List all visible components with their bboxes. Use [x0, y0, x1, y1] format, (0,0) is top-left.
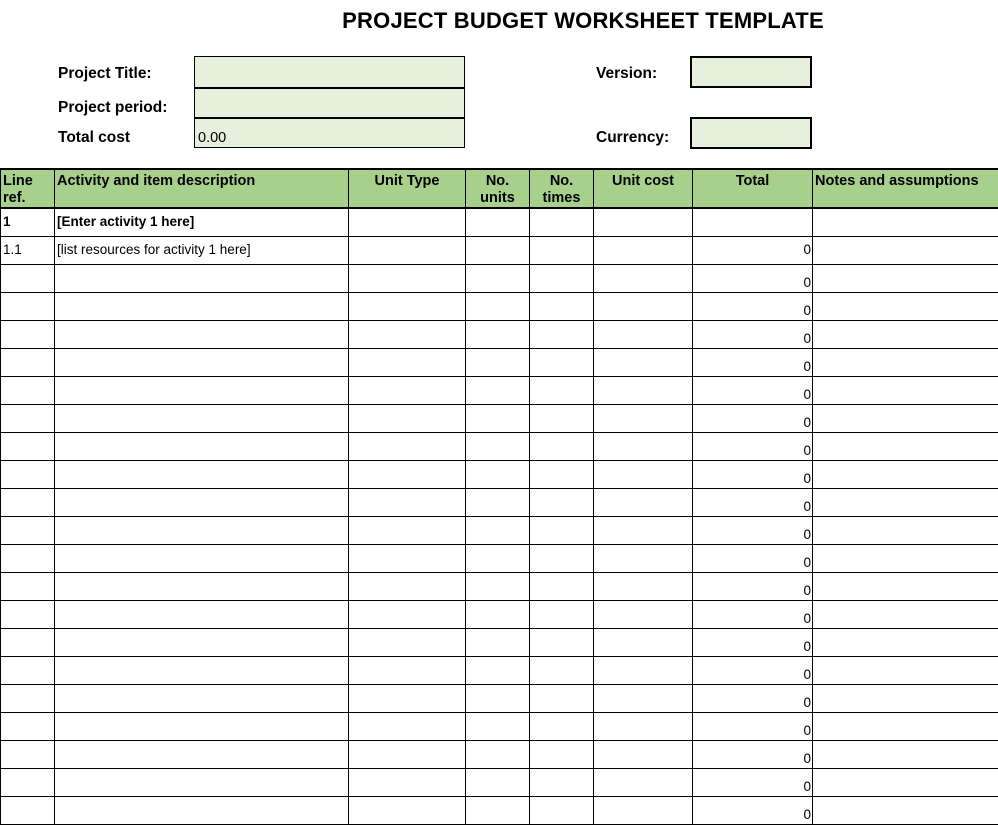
table-row [1, 600, 998, 628]
cell-unit-cost[interactable] [594, 376, 693, 404]
table-row [1, 684, 998, 712]
cell-unit-cost[interactable] [594, 768, 693, 796]
column-header-activity: Activity and item description [55, 169, 349, 208]
cell-no-units[interactable] [466, 628, 530, 656]
project-title-label: Project Title: [58, 64, 152, 84]
cell-no-units[interactable] [466, 208, 530, 236]
cell-no-times[interactable] [530, 404, 594, 432]
table-row [1, 796, 998, 824]
cell-unit-type[interactable] [349, 684, 466, 712]
version-field[interactable] [690, 56, 812, 88]
cell-description[interactable] [55, 712, 349, 740]
project-period-field[interactable] [194, 88, 465, 118]
cell-total[interactable]: 0 [693, 656, 813, 684]
cell-unit-type[interactable] [349, 572, 466, 600]
cell-description[interactable] [55, 740, 349, 768]
cell-notes[interactable] [813, 712, 998, 740]
cell-notes[interactable] [813, 740, 998, 768]
table-row [1, 264, 998, 292]
table-row [1, 348, 998, 376]
cell-notes[interactable] [813, 208, 998, 236]
cell-unit-type[interactable] [349, 348, 466, 376]
cell-description[interactable] [55, 432, 349, 460]
cell-notes[interactable] [813, 488, 998, 516]
table-row [1, 376, 998, 404]
version-label: Version: [596, 64, 657, 84]
cell-notes[interactable] [813, 292, 998, 320]
cell-total[interactable]: 0 [693, 740, 813, 768]
cell-unit-cost[interactable] [594, 208, 693, 236]
cell-line-ref[interactable] [1, 712, 55, 740]
cell-description[interactable] [55, 768, 349, 796]
cell-no-times[interactable] [530, 656, 594, 684]
cell-no-units[interactable] [466, 432, 530, 460]
cell-unit-cost[interactable] [594, 432, 693, 460]
cell-unit-type[interactable] [349, 740, 466, 768]
total-cost-label: Total cost [58, 128, 130, 148]
cell-unit-type[interactable] [349, 768, 466, 796]
cell-description[interactable] [55, 264, 349, 292]
cell-total[interactable]: 0 [693, 712, 813, 740]
cell-line-ref[interactable] [1, 404, 55, 432]
cell-no-times[interactable] [530, 348, 594, 376]
table-row [1, 572, 998, 600]
cell-unit-cost[interactable] [594, 712, 693, 740]
cell-unit-cost[interactable] [594, 348, 693, 376]
cell-unit-type[interactable] [349, 404, 466, 432]
cell-unit-type[interactable] [349, 796, 466, 824]
cell-unit-type[interactable] [349, 320, 466, 348]
cell-unit-cost[interactable] [594, 488, 693, 516]
cell-line-ref[interactable] [1, 320, 55, 348]
cell-unit-cost[interactable] [594, 320, 693, 348]
cell-no-times[interactable] [530, 488, 594, 516]
cell-description[interactable]: [list resources for activity 1 here] [55, 236, 349, 264]
cell-no-times[interactable] [530, 544, 594, 572]
cell-notes[interactable] [813, 600, 998, 628]
cell-unit-cost[interactable] [594, 264, 693, 292]
cell-no-times[interactable] [530, 712, 594, 740]
cell-no-times[interactable] [530, 208, 594, 236]
cell-notes[interactable] [813, 796, 998, 824]
cell-no-times[interactable] [530, 460, 594, 488]
cell-no-times[interactable] [530, 768, 594, 796]
cell-description[interactable] [55, 376, 349, 404]
cell-line-ref[interactable]: 1.1 [1, 236, 55, 264]
budget-table [0, 168, 998, 825]
cell-total[interactable]: 0 [693, 768, 813, 796]
cell-no-times[interactable] [530, 236, 594, 264]
currency-label: Currency: [596, 128, 669, 148]
cell-total[interactable]: 0 [693, 320, 813, 348]
cell-unit-type[interactable] [349, 432, 466, 460]
cell-no-units[interactable] [466, 404, 530, 432]
cell-notes[interactable] [813, 656, 998, 684]
cell-no-units[interactable] [466, 572, 530, 600]
cell-notes[interactable] [813, 236, 998, 264]
cell-no-times[interactable] [530, 628, 594, 656]
cell-unit-type[interactable] [349, 236, 466, 264]
cell-unit-cost[interactable] [594, 460, 693, 488]
cell-no-units[interactable] [466, 516, 530, 544]
cell-line-ref[interactable] [1, 656, 55, 684]
cell-no-times[interactable] [530, 600, 594, 628]
cell-total[interactable]: 0 [693, 572, 813, 600]
cell-total[interactable]: 0 [693, 292, 813, 320]
table-row [1, 544, 998, 572]
cell-no-times[interactable] [530, 740, 594, 768]
cell-no-times[interactable] [530, 320, 594, 348]
cell-total[interactable]: 0 [693, 488, 813, 516]
cell-unit-cost[interactable] [594, 572, 693, 600]
cell-unit-type[interactable] [349, 544, 466, 572]
cell-description[interactable] [55, 572, 349, 600]
cell-unit-cost[interactable] [594, 292, 693, 320]
cell-notes[interactable] [813, 768, 998, 796]
cell-no-units[interactable] [466, 600, 530, 628]
cell-no-units[interactable] [466, 376, 530, 404]
cell-unit-type[interactable] [349, 376, 466, 404]
table-row [1, 628, 998, 656]
cell-unit-type[interactable] [349, 712, 466, 740]
cell-total[interactable]: 0 [693, 600, 813, 628]
cell-description[interactable] [55, 320, 349, 348]
cell-unit-type[interactable] [349, 516, 466, 544]
cell-notes[interactable] [813, 348, 998, 376]
table-row [1, 460, 998, 488]
table-row [1, 292, 998, 320]
cell-no-units[interactable] [466, 236, 530, 264]
cell-no-units[interactable] [466, 320, 530, 348]
table-row [1, 712, 998, 740]
cell-unit-cost[interactable] [594, 740, 693, 768]
cell-notes[interactable] [813, 320, 998, 348]
cell-no-units[interactable] [466, 544, 530, 572]
cell-line-ref[interactable] [1, 796, 55, 824]
cell-notes[interactable] [813, 572, 998, 600]
currency-field[interactable] [690, 117, 812, 149]
column-header-unit-type: Unit Type [349, 169, 466, 208]
cell-no-times[interactable] [530, 796, 594, 824]
cell-line-ref[interactable] [1, 572, 55, 600]
cell-description[interactable] [55, 656, 349, 684]
table-row [1, 404, 998, 432]
cell-line-ref[interactable] [1, 460, 55, 488]
cell-unit-type[interactable] [349, 488, 466, 516]
column-header-unit-cost: Unit cost [594, 169, 693, 208]
cell-no-units[interactable] [466, 656, 530, 684]
table-row [1, 432, 998, 460]
cell-unit-cost[interactable] [594, 236, 693, 264]
cell-no-times[interactable] [530, 684, 594, 712]
table-body [1, 208, 998, 824]
cell-unit-type[interactable] [349, 208, 466, 236]
cell-line-ref[interactable] [1, 684, 55, 712]
cell-description[interactable] [55, 628, 349, 656]
column-header-notes: Notes and assumptions [813, 169, 998, 208]
table-row [1, 656, 998, 684]
cell-notes[interactable] [813, 544, 998, 572]
cell-notes[interactable] [813, 684, 998, 712]
cell-no-units[interactable] [466, 460, 530, 488]
cell-unit-cost[interactable] [594, 796, 693, 824]
cell-notes[interactable] [813, 628, 998, 656]
cell-no-units[interactable] [466, 292, 530, 320]
cell-total[interactable] [693, 208, 813, 236]
cell-notes[interactable] [813, 432, 998, 460]
cell-total[interactable]: 0 [693, 460, 813, 488]
table-row [1, 208, 998, 236]
cell-line-ref[interactable] [1, 348, 55, 376]
cell-line-ref[interactable] [1, 628, 55, 656]
cell-unit-type[interactable] [349, 656, 466, 684]
cell-no-units[interactable] [466, 488, 530, 516]
cell-no-units[interactable] [466, 264, 530, 292]
cell-unit-type[interactable] [349, 460, 466, 488]
table-row [1, 516, 998, 544]
cell-description[interactable]: [Enter activity 1 here] [55, 208, 349, 236]
cell-no-times[interactable] [530, 292, 594, 320]
cell-unit-cost[interactable] [594, 684, 693, 712]
cell-notes[interactable] [813, 516, 998, 544]
cell-line-ref[interactable]: 1 [1, 208, 55, 236]
cell-total[interactable]: 0 [693, 796, 813, 824]
cell-unit-type[interactable] [349, 292, 466, 320]
column-header-total: Total [693, 169, 813, 208]
cell-line-ref[interactable] [1, 600, 55, 628]
cell-line-ref[interactable] [1, 488, 55, 516]
cell-unit-cost[interactable] [594, 404, 693, 432]
cell-no-units[interactable] [466, 768, 530, 796]
cell-unit-type[interactable] [349, 628, 466, 656]
table-row [1, 236, 998, 264]
table-row [1, 488, 998, 516]
cell-no-times[interactable] [530, 376, 594, 404]
project-period-label: Project period: [58, 98, 167, 118]
cell-unit-cost[interactable] [594, 600, 693, 628]
cell-line-ref[interactable] [1, 376, 55, 404]
cell-total[interactable]: 0 [693, 684, 813, 712]
cell-total[interactable]: 0 [693, 516, 813, 544]
cell-description[interactable] [55, 460, 349, 488]
cell-description[interactable] [55, 488, 349, 516]
cell-no-times[interactable] [530, 264, 594, 292]
cell-description[interactable] [55, 292, 349, 320]
cell-total[interactable]: 0 [693, 348, 813, 376]
cell-total[interactable]: 0 [693, 544, 813, 572]
cell-description[interactable] [55, 600, 349, 628]
cell-unit-type[interactable] [349, 264, 466, 292]
table-row [1, 320, 998, 348]
cell-no-units[interactable] [466, 712, 530, 740]
cell-notes[interactable] [813, 460, 998, 488]
cell-total[interactable]: 0 [693, 628, 813, 656]
cell-description[interactable] [55, 796, 349, 824]
cell-unit-cost[interactable] [594, 656, 693, 684]
total-cost-value: 0.00 [194, 118, 465, 148]
cell-line-ref[interactable] [1, 516, 55, 544]
cell-notes[interactable] [813, 376, 998, 404]
cell-unit-cost[interactable] [594, 544, 693, 572]
cell-no-units[interactable] [466, 740, 530, 768]
column-header-no-times: No. times [530, 169, 594, 208]
cell-total[interactable]: 0 [693, 376, 813, 404]
column-header-line-ref: Line ref. [1, 169, 55, 208]
cell-line-ref[interactable] [1, 432, 55, 460]
cell-unit-cost[interactable] [594, 516, 693, 544]
cell-no-units[interactable] [466, 348, 530, 376]
cell-description[interactable] [55, 516, 349, 544]
cell-line-ref[interactable] [1, 264, 55, 292]
cell-description[interactable] [55, 684, 349, 712]
cell-no-units[interactable] [466, 796, 530, 824]
cell-line-ref[interactable] [1, 768, 55, 796]
cell-notes[interactable] [813, 264, 998, 292]
cell-notes[interactable] [813, 404, 998, 432]
column-header-no-units: No. units [466, 169, 530, 208]
cell-line-ref[interactable] [1, 740, 55, 768]
page-title: PROJECT BUDGET WORKSHEET TEMPLATE [0, 8, 998, 34]
cell-description[interactable] [55, 348, 349, 376]
table-header-row [1, 169, 998, 208]
cell-total[interactable]: 0 [693, 432, 813, 460]
cell-unit-cost[interactable] [594, 628, 693, 656]
cell-no-times[interactable] [530, 516, 594, 544]
cell-unit-type[interactable] [349, 600, 466, 628]
cell-total[interactable]: 0 [693, 236, 813, 264]
project-title-field[interactable] [194, 56, 465, 88]
cell-no-times[interactable] [530, 572, 594, 600]
cell-line-ref[interactable] [1, 544, 55, 572]
cell-description[interactable] [55, 404, 349, 432]
cell-total[interactable]: 0 [693, 264, 813, 292]
cell-description[interactable] [55, 544, 349, 572]
cell-no-times[interactable] [530, 432, 594, 460]
cell-line-ref[interactable] [1, 292, 55, 320]
table-row [1, 740, 998, 768]
cell-total[interactable]: 0 [693, 404, 813, 432]
table-row [1, 768, 998, 796]
cell-no-units[interactable] [466, 684, 530, 712]
